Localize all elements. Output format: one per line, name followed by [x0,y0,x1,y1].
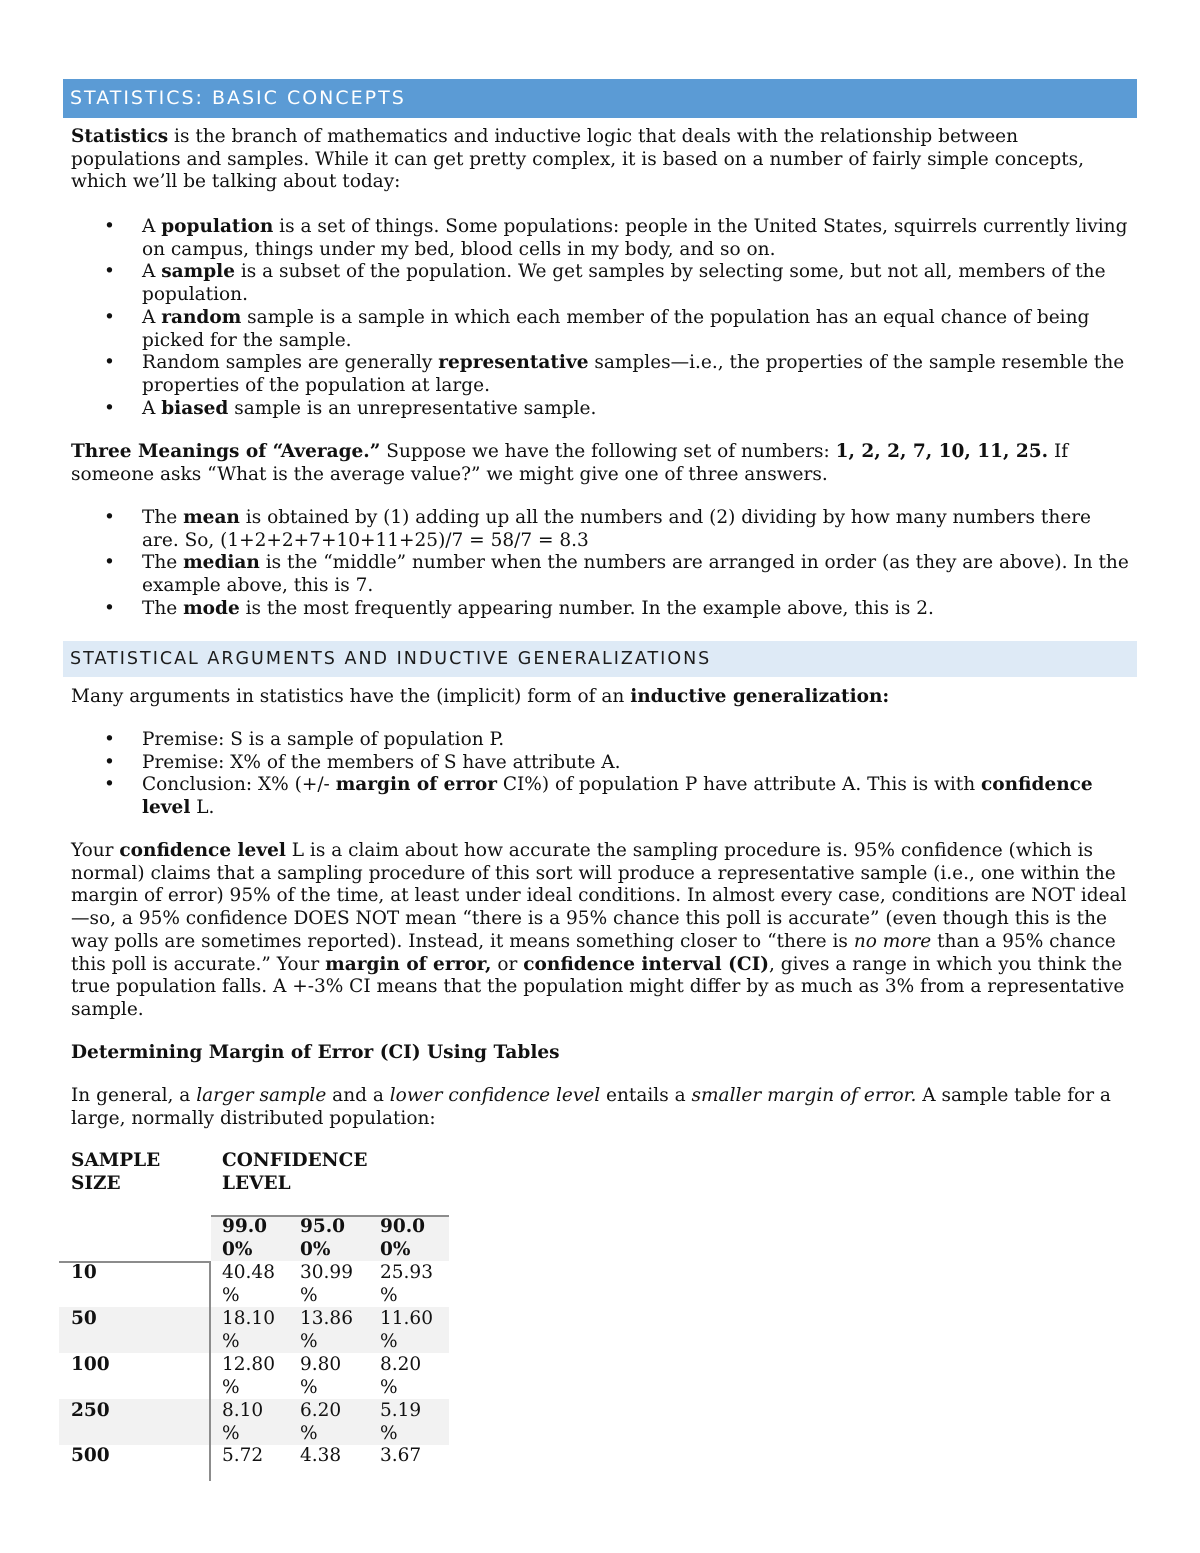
generalization-paragraph: Many arguments in statistics have the (implicit) form of an inductive generalization: [71,686,890,707]
list-item: • A sample is a subset of the population. We get samples by selecting some, but not all, members of the population. [104,261,1106,306]
table-cell: 25.93 % [380,1262,433,1306]
concepts-list [71,216,1131,420]
table-cell: 9.80 % [300,1354,342,1398]
tables-intro-paragraph: In general, a larger sample and a lower confidence level entails a smaller margin of error. A sample table for a large, normally distributed population: [71,1085,1111,1129]
bullet-icon: • [104,597,115,619]
confidence-paragraph: Your confidence level L is a claim about how accurate the sampling procedure is. 95% confidence (which is normal) claims that a sampling procedure of this sort will produce a representative sample (i.e., one within the margin of error) 95% of the time, at least under ideal conditions. In almost every case, conditions are NOT ideal—so, a 95% confidence DOES NOT mean “there is a 95% chance this poll is accurate” (even though this is the way polls are sometimes reported). Instead, it means something closer to “there is no more than a 95% chance this poll is accurate.” Your margin of error, or confidence interval (CI), gives a range in which you think the true population falls. A +-3% CI means that the population might differ by as much as 3% from a representative sample. [71,840,1127,1020]
premises-list [71,729,1131,820]
intro-paragraph [71,126,1131,194]
table-cell: 8.10 % [222,1400,264,1444]
section-heading-basic-concepts: STATISTICS: BASIC CONCEPTS [63,79,1137,118]
list-item: • A biased sample is an unrepresentative sample. [104,397,597,419]
list-item: • The median is the “middle” number when the numbers are arranged in order (as they are above). In the example above, this is 7. [104,552,1129,597]
table-vertical-rule [209,1261,211,1481]
table-cell: 18.10 % [222,1308,275,1352]
bullet-icon: • [104,507,115,528]
section-heading-statistical-arguments: STATISTICAL ARGUMENTS AND INDUCTIVE GENERALIZATIONS [63,641,1137,677]
bullet-icon: • [104,352,115,374]
table-level-header: 99.0 0% [222,1216,268,1260]
list-item: • The mean is obtained by (1) adding up all the numbers and (2) dividing by how many numbers there are. So, (1+2+2+7+10+11+25)/7 = 58/7 = 8.3 [104,507,1091,551]
list-item: • A random sample is a sample in which each member of the population has an equal chance of being picked for the sample. [104,306,1090,351]
table-cell: 8.20 % [380,1354,422,1398]
term-statistics: Statistics [71,126,169,147]
table-level-header: 95.0 0% [300,1216,346,1260]
bullet-icon: • [104,774,115,796]
intro-text: is the branch of mathematics and inductive logic that deals with the relationship between populations and samples. While it can get pretty complex, it is based on a number of fairly simple concepts, which we’ll be talking about today: [71,126,1085,193]
table-header-sample-size: SAMPLE SIZE [71,1150,161,1194]
bullet-icon: • [104,306,115,328]
averages-list [71,507,1131,621]
table-cell: 40.48 % [222,1262,275,1306]
table-cell: 6.20 % [300,1400,342,1444]
bullet-icon: • [104,397,115,419]
table-row-size: 250 [71,1400,110,1421]
bullet-icon: • [104,729,115,750]
table-row-size: 50 [71,1308,97,1329]
table-cell: 3.67 [380,1445,422,1466]
table-cell: 5.72 [222,1445,264,1466]
bullet-icon: • [104,751,115,773]
list-item: • Conclusion: X% (+/- margin of error CI%) of population P have attribute A. This is with confidence level L. [104,774,1093,819]
list-item: • Premise: X% of the members of S have attribute A. [104,751,621,773]
table-cell: 11.60 % [380,1308,433,1352]
table-cell: 13.86 % [300,1308,353,1352]
table-header-confidence-level: CONFIDENCE LEVEL [222,1150,368,1194]
list-item: • Premise: S is a sample of population P. [104,729,505,750]
bullet-icon: • [104,216,115,237]
subheading-margin-of-error: Determining Margin of Error (CI) Using Tables [71,1042,560,1063]
list-item: • A population is a set of things. Some populations: people in the United States, squirrels currently living on campus, things under my bed, blood cells in my body, and so on. [104,216,1128,260]
table-row-size: 500 [71,1445,110,1466]
table-cell: 12.80 % [222,1354,275,1398]
bullet-icon: • [104,261,115,283]
list-item: • Random samples are generally representative samples—i.e., the properties of the sample resemble the properties of the population at large. [104,352,1125,396]
table-cell: 30.99 % [300,1262,353,1306]
average-paragraph: Three Meanings of “Average.” Suppose we have the following set of numbers: 1, 2, 2, 7, 10, 11, 25. If someone asks “What is the average value?” we might give one of three answers. [71,441,1069,485]
table-level-header: 90.0 0% [380,1216,426,1260]
bullet-icon: • [104,552,115,574]
table-row-size: 100 [71,1354,110,1375]
table-cell: 4.38 [300,1445,342,1466]
table-row-size: 10 [71,1262,97,1283]
table-cell: 5.19 % [380,1400,422,1444]
list-item: • The mode is the most frequently appearing number. In the example above, this is 2. [104,597,934,619]
